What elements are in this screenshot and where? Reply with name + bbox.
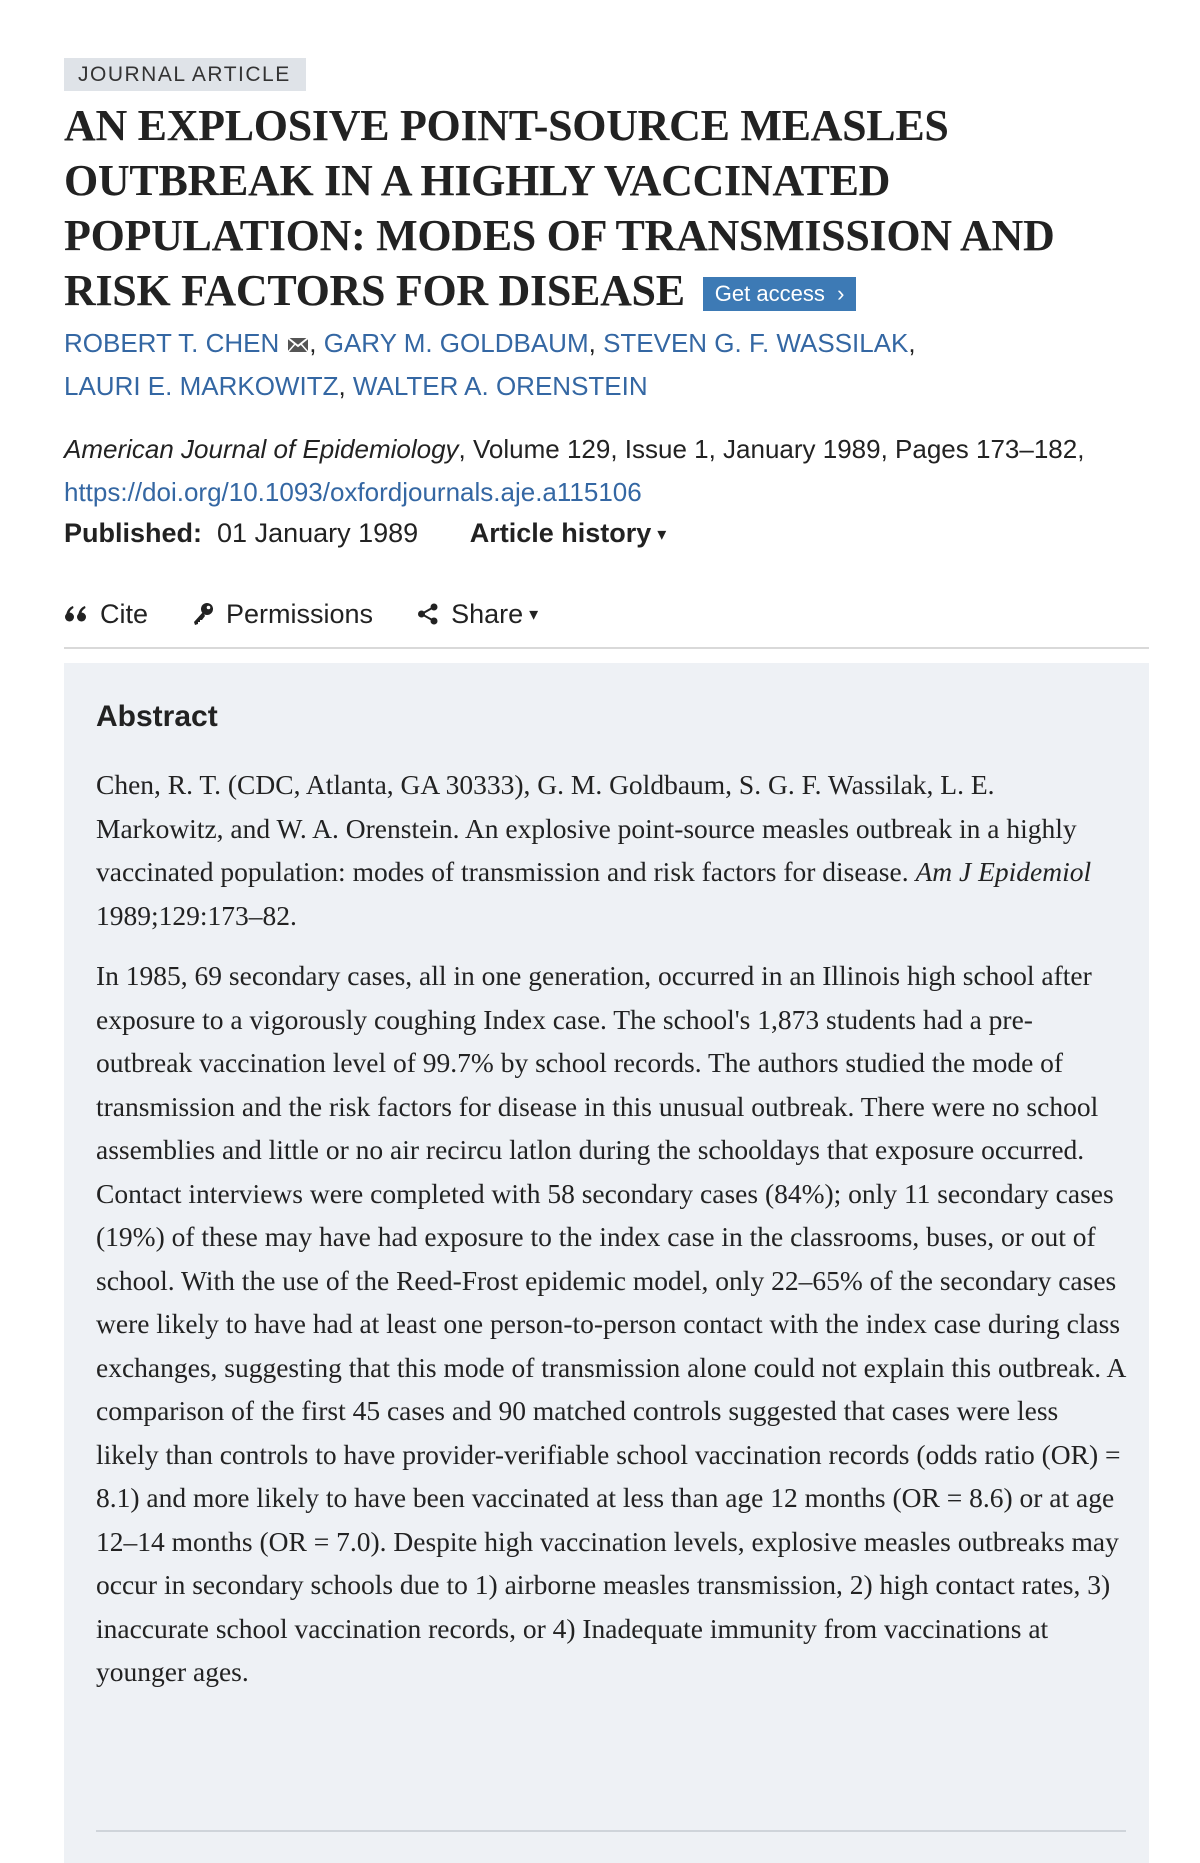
author-list: ROBERT T. CHEN , GARY M. GOLDBAUM, STEVEN G. F. WASSILAK, LAURI E. MARKOWITZ, WALTER A. ORENSTEIN — [64, 328, 916, 401]
author-link[interactable]: WALTER A. ORENSTEIN — [352, 371, 648, 401]
abstract-citation-post: 1989;129:173–82. — [96, 899, 297, 931]
quote-icon — [64, 604, 88, 624]
permissions-label: Permissions — [226, 599, 374, 629]
get-access-label: Get access — [714, 281, 825, 306]
abstract-citation-text: Chen, R. T. (CDC, Atlanta, GA 30333), G. M. Goldbaum, S. G. F. Wassilak, L. E. Markowitz, and W. A. Orenstein. An explosive point-source measles outbreak in a highly vaccinated population: modes of transmission and risk factors for disease. — [96, 769, 1077, 887]
article-title-text: AN EXPLOSIVE POINT-SOURCE MEASLES OUTBREAK IN A HIGHLY VACCINATED POPULATION: MODES OF TRANSMISSION AND RISK FACTORS FOR DISEASE — [64, 101, 1055, 315]
mail-icon[interactable] — [287, 337, 309, 353]
abstract-section — [64, 663, 1149, 1863]
abstract-citation-journal: Am J Epidemiol — [915, 856, 1092, 887]
chevron-right-icon: › — [837, 281, 845, 306]
article-history-toggle[interactable] — [470, 518, 667, 548]
citation-block — [64, 428, 1149, 514]
author-link[interactable]: LAURI E. MARKOWITZ — [64, 371, 339, 401]
caret-down-icon: ▾ — [529, 604, 539, 624]
article-history-label: Article history — [469, 518, 652, 548]
abstract-citation — [96, 763, 1126, 937]
divider — [96, 1830, 1126, 1832]
get-access-button[interactable] — [703, 277, 857, 311]
article-toolbar — [64, 594, 538, 634]
abstract-body: In 1985, 69 secondary cases, all in one generation, occurred in an Illinois high school after exposure to a vigorously coughing Index case. The school's 1,873 students had a pre-outbreak vaccination level of 99.7% by school records. The authors studied the mode of transmission and the risk factors for disease in this unusual outbreak. There were no school assemblies and little or no air recircu latlon during the schooldays that exposure occurred. Contact interviews were completed with 58 secondary cases (84%); only 11 secondary cases (19%) of these may have had exposure to the index case in the classrooms, buses, or out of school. With the use of the Reed-Frost epidemic model, only 22–65% of the secondary cases were likely to have had at least one person-to-person contact with the index case during class exchanges, suggesting that this mode of transmission alone could not explain this outbreak. A comparison of the first 45 cases and 90 matched controls suggested that cases were less likely than controls to have provider-verifiable school vaccination records (odds ratio (OR) = 8.1) and more likely to have been vaccinated at less than age 12 months (OR = 8.6) or at age 12–14 months (OR = 7.0). Despite high vaccination levels, explosive measles outbreaks may occur in secondary schools due to 1) airborne measles transmission, 2) high contact rates, 3) inaccurate school vaccination records, or 4) Inadequate immunity from vaccinations at younger ages. — [96, 960, 1125, 1687]
cite-label: Cite — [100, 599, 149, 629]
divider — [64, 647, 1149, 649]
cite-button[interactable] — [64, 594, 148, 634]
citation-details: , Volume 129, Issue 1, January 1989, Pages 173–182, — [458, 434, 1085, 464]
journal-name: American Journal of Epidemiology — [64, 434, 459, 464]
publication-row — [64, 513, 666, 554]
doi-link[interactable]: https://doi.org/10.1093/oxfordjournals.aje.a115106 — [64, 477, 642, 507]
abstract-heading: Abstract — [96, 700, 218, 733]
author-link[interactable]: GARY M. GOLDBAUM — [323, 328, 589, 358]
article-title — [64, 98, 1124, 318]
share-button[interactable] — [417, 594, 538, 634]
author-link[interactable]: ROBERT T. CHEN — [64, 328, 280, 358]
published-label: Published: — [64, 518, 203, 548]
share-label: Share — [451, 599, 524, 629]
key-icon — [192, 602, 214, 626]
published-date: 01 January 1989 — [217, 518, 419, 548]
permissions-button[interactable] — [192, 594, 373, 634]
share-icon — [417, 603, 439, 625]
author-link[interactable]: STEVEN G. F. WASSILAK — [603, 328, 909, 358]
caret-down-icon: ▾ — [657, 524, 667, 544]
article-type-badge: JOURNAL ARTICLE — [64, 58, 306, 91]
